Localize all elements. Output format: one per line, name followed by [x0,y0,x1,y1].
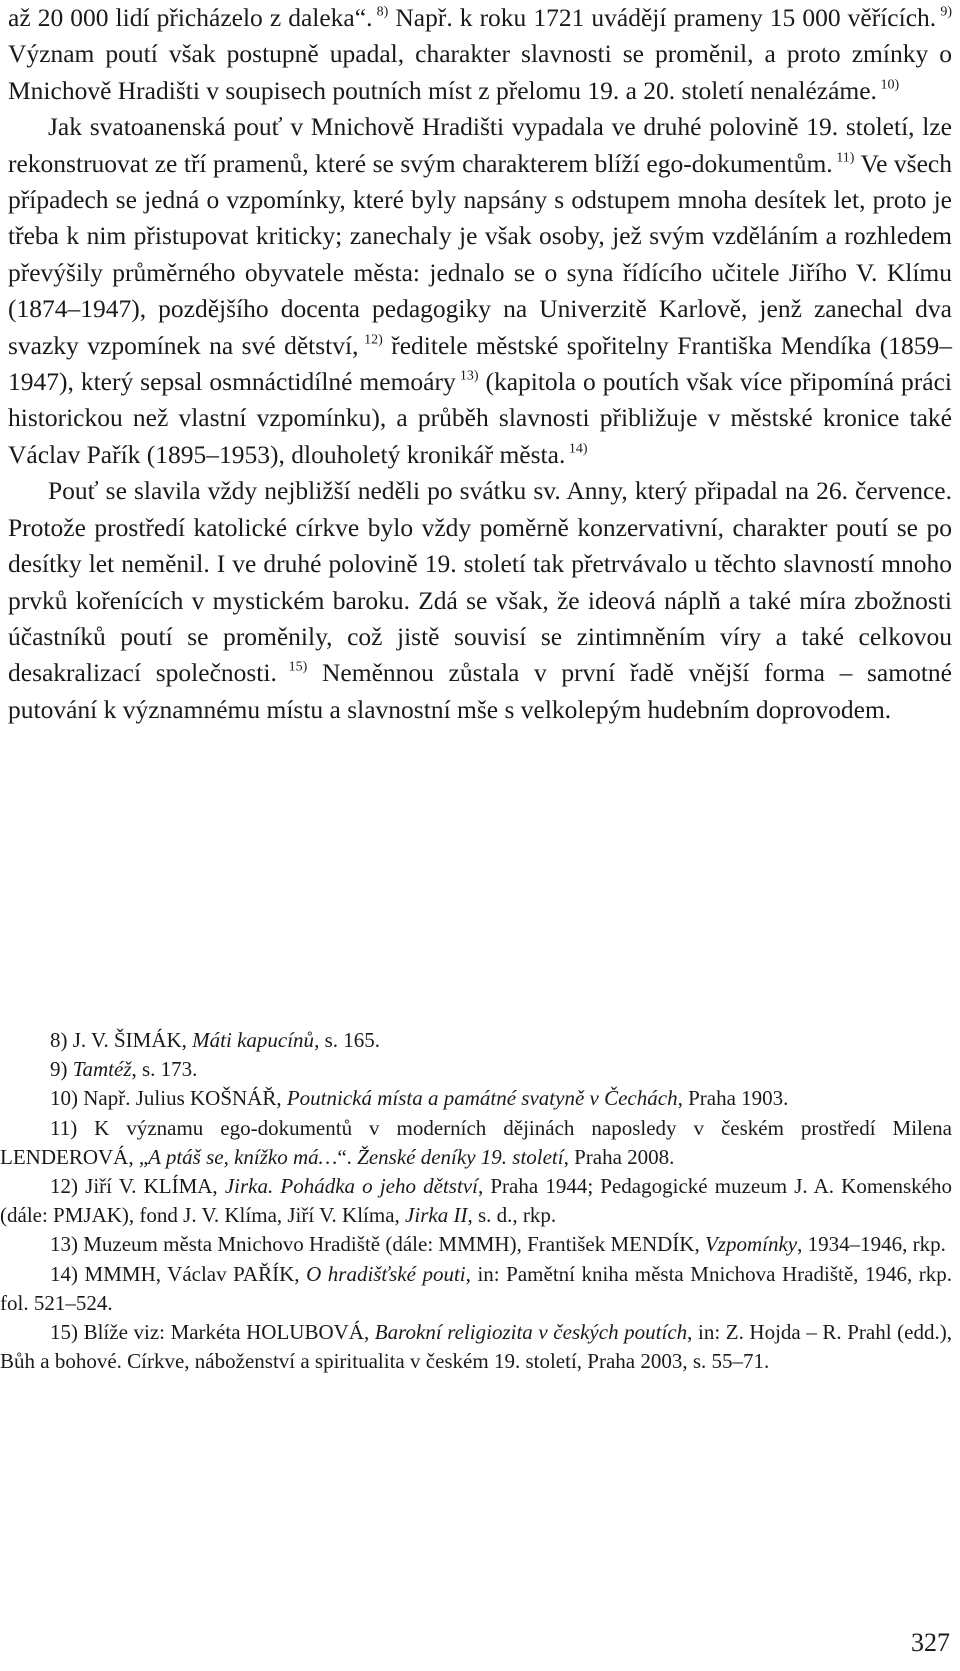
paragraph [8,109,952,473]
text-run: 12) Jiří V. KLÍMA, [50,1174,225,1199]
paragraph [8,473,952,728]
footnote [0,1026,952,1055]
page-number: 327 [911,1628,950,1657]
italic-text: A ptáš se, knížko má… [148,1144,338,1169]
text-run: 11) K významu ego-dokumentů v moderních dějinách naposledy v českém prostředí Milena LENDEROVÁ, „ [0,1115,952,1169]
footnote-reference: 10) [876,77,900,93]
footnote-reference: 8) [372,4,389,20]
body-text [8,0,952,728]
text-run: Jak svatoanenská pouť v Mnichově Hradišti vypadala ve druhé polovině 19. století, lze rekonstruovat ze tří pramenů, které se svým charakterem blíží ego-dokumentům. [8,112,952,178]
text-run: , Praha 2008. [563,1144,675,1169]
text-run: až 20 000 lidí přicházelo z daleka“. [8,3,373,32]
text-run: 10) Např. Julius KOŠNÁŘ, [50,1086,287,1111]
footnote [0,1172,952,1230]
footnote-reference: 15) [276,659,308,675]
footnote [0,1084,952,1113]
italic-text: Poutnická místa a památné svatyně v Čechách [286,1086,678,1111]
text-run: , s. 165. [314,1028,380,1052]
footnote [0,1260,952,1318]
text-run: 15) Blíže viz: Markéta HOLUBOVÁ, [50,1320,375,1345]
text-run: Např. k roku 1721 uvádějí prameny 15 000 věřících. [388,3,937,32]
text-run: , Praha 1944; Pedagogické muzeum J. A. Komenského (dále: PMJAK), fond J. V. Klíma, Jiří V. Klíma, [0,1174,952,1228]
italic-text: Vzpomínky [704,1232,798,1257]
italic-text: Máti kapucínů [192,1028,315,1052]
paragraph [8,0,952,109]
text-run: , s. d., rkp. [467,1203,557,1228]
italic-text: Jirka. Pohádka o jeho dětství [224,1174,478,1199]
text-run: Význam poutí však postupně upadal, charakter slavnosti se proměnil, a proto zmínky o Mnichově Hradišti v soupisech poutních míst z přelomu 19. a 20. století nenalézáme. [8,39,952,105]
italic-text: Jirka II [405,1203,468,1228]
italic-text: Ženské deníky 19. století [357,1144,564,1169]
text-run: “. [337,1144,358,1169]
text-run: Ve všech případech se jedná o vzpomínky, které byly napsány s odstupem mnoha desítek let, proto je třeba k nim přistupovat kriticky; zanechaly je však osoby, jež svým vzděláním a rozhledem převýšily průměrného obyvatele města: jednalo se o syna řídícího učitele Jiřího V. Klímu (1874–1947), pozdějšího docenta pedagogiky na Univerzitě Karlově, jenž zanechal dva svazky vzpomínek na své dětství, [8,148,952,360]
footnote [0,1230,952,1259]
footnote-reference: 11) [832,150,855,166]
italic-text: O hradišťské pouti [306,1261,466,1286]
footnote-reference: 12) [358,332,383,348]
footnotes [0,1026,952,1376]
footnote-reference: 13) [455,368,479,384]
footnote [0,1055,952,1084]
text-run: 13) Muzeum města Mnichovo Hradiště (dále: MMMH), František MENDÍK, [50,1232,705,1257]
italic-text: Tamtéž [72,1057,132,1082]
italic-text: Barokní religiozita v českých poutích [374,1320,688,1345]
text-run: ředitele městské spořitelny Františka Mendíka (1859–1947), který sepsal osmnáctidílné memoáry [8,330,953,397]
text-run: (kapitola o poutích však více připomíná práci historickou než vlastní vzpomínku), a průběh slavnosti přibližuje v městské kronice také Václav Pařík (1895–1953), dlouholetý kronikář města. [8,367,953,469]
text-run: , s. 173. [131,1057,198,1082]
text-run: Neměnnou zůstala v první řadě vnější forma – samotné putování k významnému místu a slavnostní mše s velkolepým hudebním doprovodem. [8,658,952,724]
text-run: , Praha 1903. [677,1086,789,1111]
footnote [0,1114,952,1172]
text-run: , 1934–1946, rkp. [797,1232,946,1257]
text-run: 8) J. V. ŠIMÁK, [50,1028,193,1052]
footnote-reference: 9) [936,4,952,20]
footnote [0,1318,952,1376]
text-run: , in: Z. Hojda – R. Prahl (edd.), Bůh a bohové. Církve, náboženství a spiritualita v českém 19. století, Praha 2003, s. 55–71. [0,1320,952,1374]
footnote-reference: 14) [565,441,588,457]
text-run: 9) [50,1057,73,1082]
text-run: , in: Pamětní kniha města Mnichova Hradiště, 1946, rkp. fol. 521–524. [0,1261,952,1315]
text-run: 14) MMMH, Václav PAŘÍK, [50,1261,307,1286]
text-run: Pouť se slavila vždy nejbližší neděli po svátku sv. Anny, který připadal na 26. července. Protože prostředí katolické církve bylo vždy poměrně konzervativní, charakter poutí se po desítky let neměnil. I ve druhé polovině 19. století tak přetrvávalo u těchto slavností mnoho prvků kořenících v mystickém baroku. Zdá se však, že ideová náplň a také míra zbožnosti účastníků poutí se proměnily, což jistě souvisí se zintimněním víry a také celkovou desakralizací společnosti. [8,476,952,688]
